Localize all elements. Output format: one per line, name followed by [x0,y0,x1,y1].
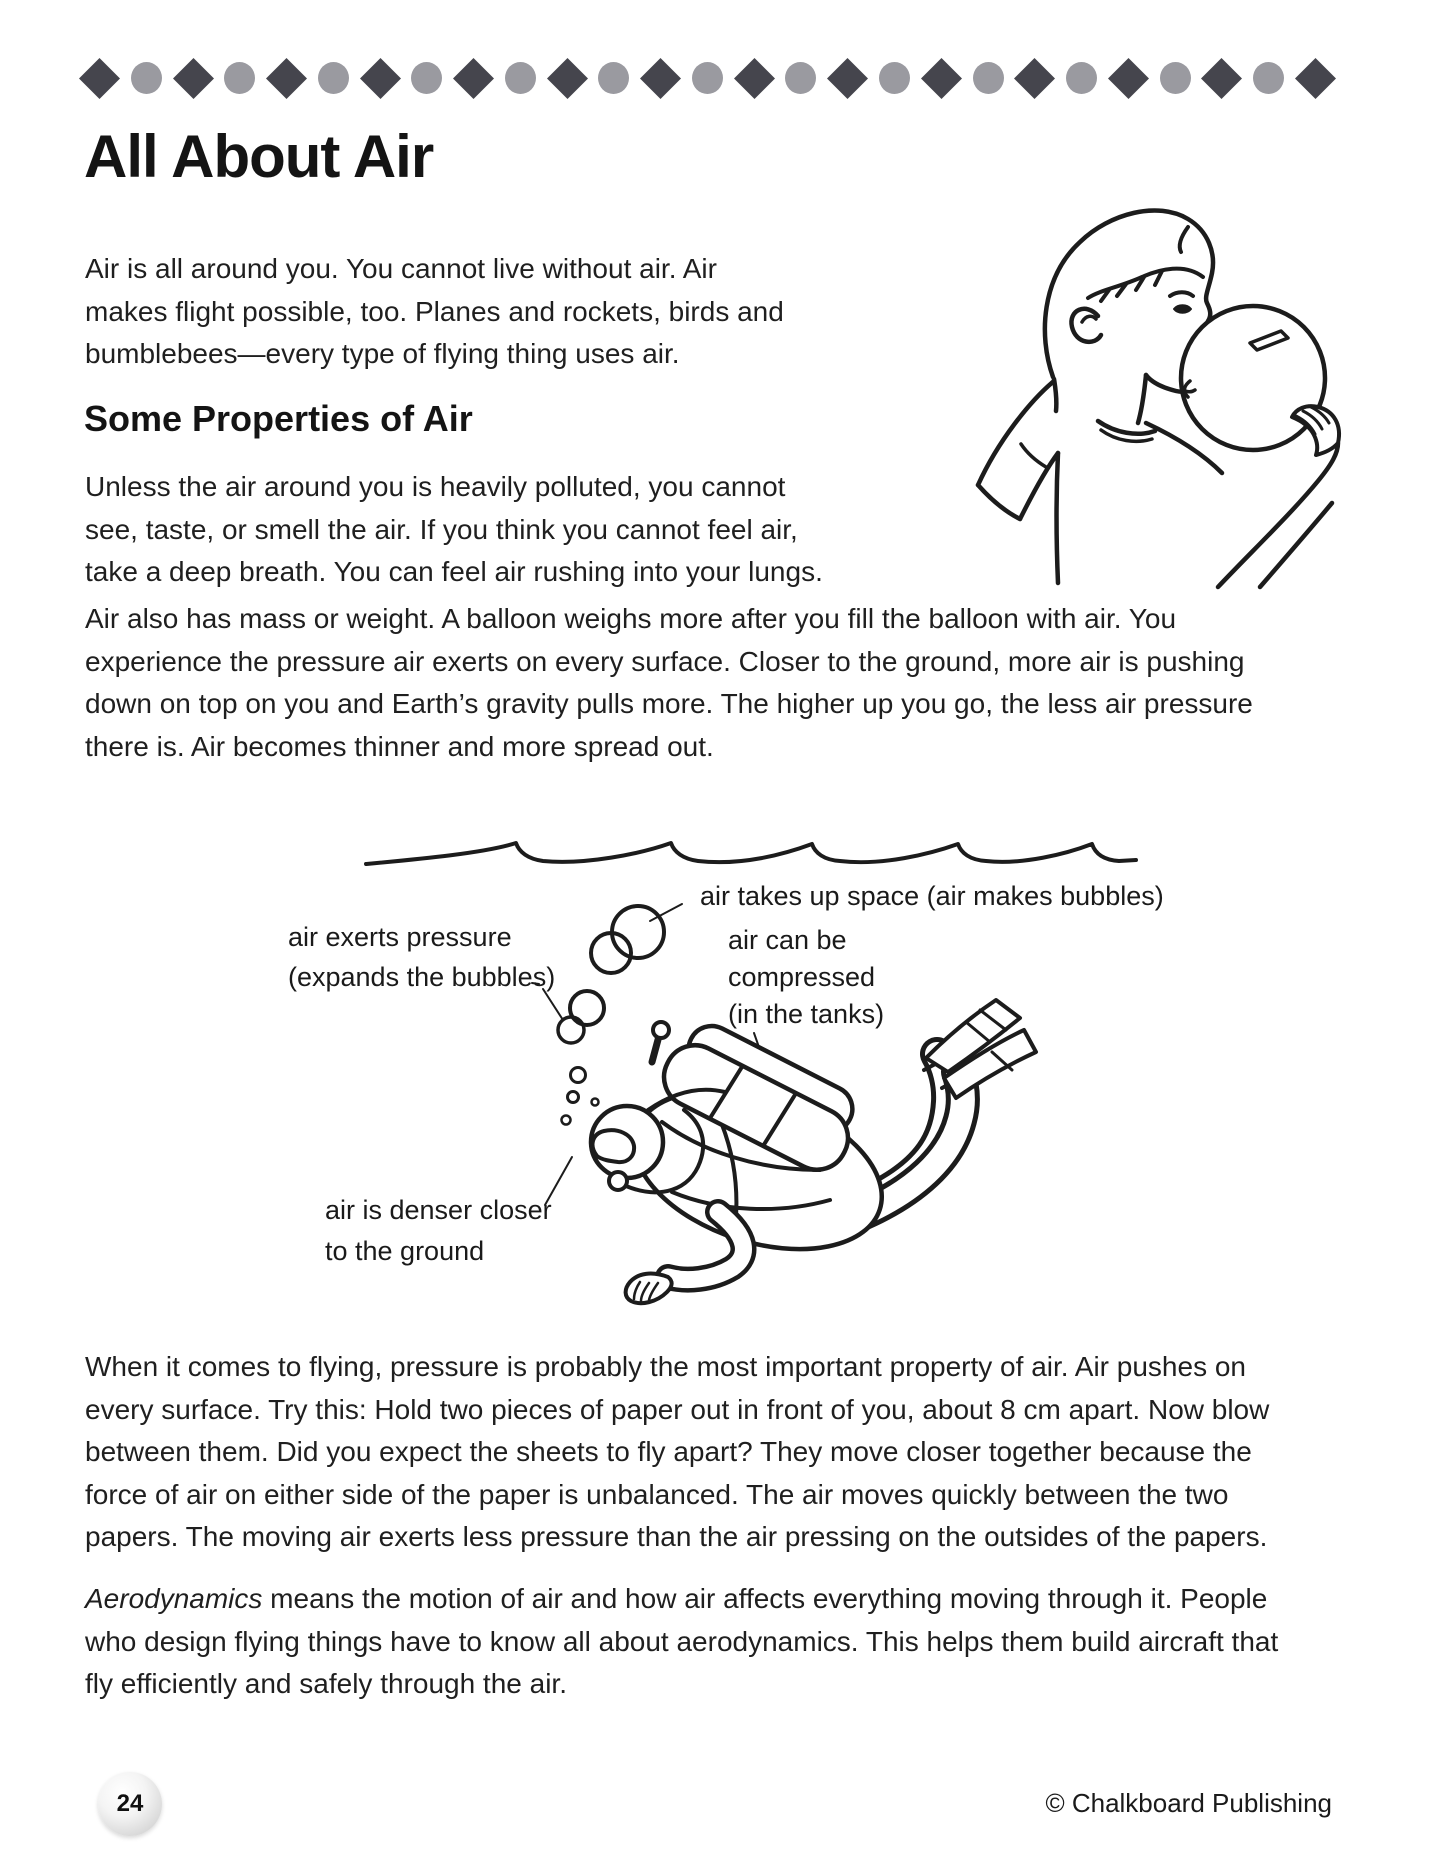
circle-shape [1253,62,1284,94]
paragraph-line: who design flying things have to know all about aerodynamics. This helps them build aircraft that [85,1625,1279,1657]
circle-shape [318,62,349,94]
circle-shape [505,62,536,94]
paragraph-line: between them. Did you expect the sheets to fly apart? They move closer together because the [85,1436,1252,1467]
circle-shape [598,62,629,94]
paragraph-line: down on top on you and Earth’s gravity pulls more. The higher up you go, the less air pressure [85,688,1253,719]
diamond-shape [921,57,962,98]
diamond-shape [453,57,494,98]
label-air-can-be-compressed [728,922,884,1033]
paragraph-line: experience the pressure air exerts on every surface. Closer to the ground, more air is pushing [85,645,1245,677]
label-line: air is denser closer [325,1195,552,1225]
label-line: compressed [728,962,876,992]
label-line: air can be [728,925,847,955]
circle-shape [131,62,162,94]
paragraph-line: Air also has mass or weight. A balloon weighs more after you fill the balloon with air. You [85,603,1177,634]
circle-shape [973,62,1004,94]
paragraph-line: When it comes to flying, pressure is probably the most important property of air. Air pushes on [85,1351,1246,1382]
paragraph-line: Unless the air around you is heavily polluted, you cannot [85,471,786,502]
diamond-shape [547,57,588,98]
paragraph-line: papers. The moving air exerts less pressure than the air pressing on the outsides of the papers. [85,1521,1268,1552]
copyright-notice: © Chalkboard Publishing [1045,1788,1332,1818]
paragraph-line: see, taste, or smell the air. If you think you cannot feel air, [85,513,798,545]
label-line: to the ground [325,1236,485,1266]
paragraph-line: every surface. Try this: Hold two pieces of paper out in front of you, about 8 cm apart. Now blow [85,1393,1270,1425]
diamond-shape [640,57,681,98]
circle-shape [224,62,255,94]
aerodynamics-paragraph [85,1578,1278,1706]
diamond-shape [360,57,401,98]
diamond-shape [266,57,307,98]
italic-term: Aerodynamics [85,1583,263,1614]
diamond-shape [79,57,120,98]
label-line: air exerts pressure [288,922,512,952]
paragraph-line: fly efficiently and safely through the air. [85,1668,567,1699]
page-number: 24 [116,1790,144,1817]
decorative-border [85,56,1330,100]
diamond-shape [1295,57,1336,98]
label-air-exerts-pressure [288,917,555,997]
label-line: (in the tanks) [728,999,885,1029]
flying-pressure-paragraph [85,1346,1269,1559]
diamond-shape [1201,57,1242,98]
label-air-takes-up-space [700,876,1164,916]
intro-paragraph [85,248,784,376]
diamond-shape [827,57,868,98]
paragraph-line: Air is all around you. You cannot live without air. Air [85,253,717,284]
circle-shape [1160,62,1191,94]
circle-shape [411,62,442,94]
mass-paragraph [85,598,1253,768]
diamond-shape [173,57,214,98]
paragraph-line: makes flight possible, too. Planes and rockets, birds and [85,295,784,327]
water-surface-line [366,843,1136,864]
section-heading: Some Properties of Air [84,398,473,439]
circle-shape [785,62,816,94]
paragraph-line-rest: means the motion of air and how air affects everything moving through it. People [262,1583,1268,1614]
page-number-badge [98,1772,162,1836]
circle-shape [879,62,910,94]
label-line: air takes up space (air makes bubbles) [700,881,1164,911]
circle-shape [692,62,723,94]
label-air-is-denser [325,1190,552,1272]
paragraph-line [85,1578,1278,1621]
diamond-shape [734,57,775,98]
boy-balloon-illustration [950,185,1370,595]
paragraph-line: take a deep breath. You can feel air rushing into your lungs. [85,556,823,587]
paragraph-line: force of air on either side of the paper is unbalanced. The air moves quickly between the two [85,1478,1229,1510]
scuba-diver-figure [591,1000,1036,1303]
circle-shape [1066,62,1097,94]
label-line: (expands the bubbles) [288,962,556,992]
diamond-shape [1014,57,1055,98]
properties-paragraph [85,466,823,594]
paragraph-line: there is. Air becomes thinner and more spread out. [85,730,714,762]
paragraph-line: bumblebees—every type of flying thing uses air. [85,338,680,369]
diamond-shape [1108,57,1149,98]
page-title: All About Air [84,123,434,190]
